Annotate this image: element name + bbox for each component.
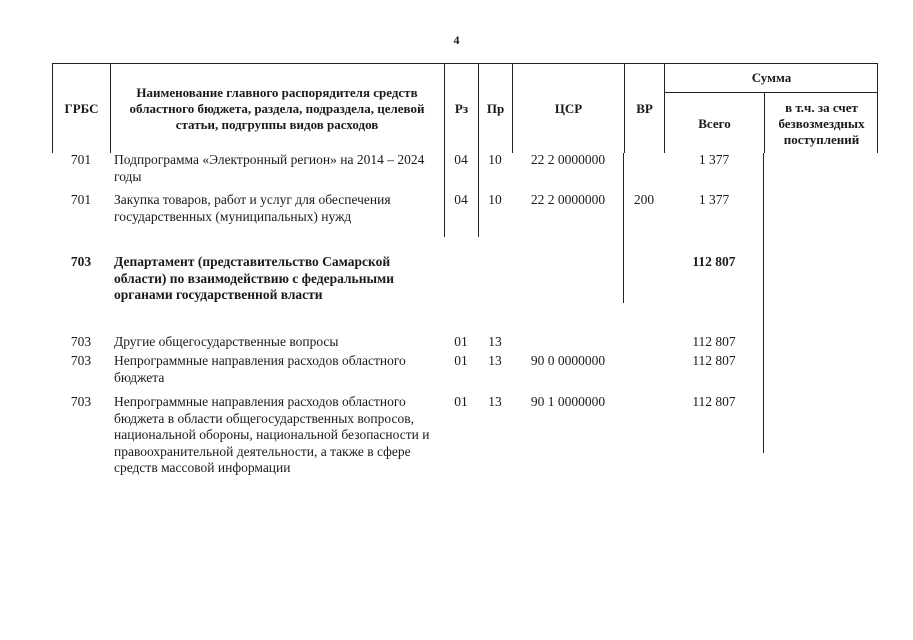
cell-pr: 13: [488, 394, 502, 409]
cell-csr: 90 1 0000000: [530, 394, 606, 409]
cell-csr: 90 0 0000000: [530, 353, 606, 368]
cell-rz: 01: [454, 334, 468, 349]
cell-grbs: 703: [70, 254, 92, 269]
page-number: 4: [453, 33, 460, 47]
cell-vr: 200: [633, 192, 655, 207]
cell-pr: 13: [488, 334, 502, 349]
cell-rz: 04: [454, 192, 468, 207]
cell-name: Непрограммные направления расходов областного бюджета в области общегосударственных вопросов, национальной обороны, национальной безопасности и правоохранительной деятельности, а также в сфере средств массовой информации: [114, 394, 430, 475]
cell-total: 112 807: [692, 394, 736, 409]
cell-rz: 01: [454, 394, 468, 409]
table-header: [52, 63, 878, 153]
cell-name: Департамент (представительство Самарской области) по взаимодействию с федеральными органами государственной власти: [114, 254, 394, 302]
column-separator: [623, 153, 624, 303]
cell-csr: 22 2 0000000: [530, 152, 606, 167]
cell-grbs: 701: [70, 152, 92, 167]
header-grbs: ГРБС: [64, 101, 99, 116]
cell-grbs: 701: [70, 192, 92, 207]
header-vr: ВР: [636, 101, 653, 116]
header-gratuitous: в т.ч. за счет безвозмездных поступлений: [778, 99, 865, 147]
header-total: Всего: [698, 115, 731, 131]
header-rz: Рз: [454, 101, 469, 116]
cell-pr: 10: [488, 192, 502, 207]
header-sum: Сумма: [751, 70, 792, 85]
cell-total: 112 807: [692, 254, 736, 269]
cell-total: 1 377: [698, 152, 730, 167]
cell-name: Закупка товаров, работ и услуг для обеспечения государственных (муниципальных) нужд: [114, 192, 391, 224]
cell-name: Подпрограмма «Электронный регион» на 2014 – 2024 годы: [114, 152, 425, 184]
cell-total: 112 807: [692, 353, 736, 368]
cell-grbs: 703: [70, 394, 92, 409]
cell-grbs: 703: [70, 334, 92, 349]
cell-pr: 10: [488, 152, 502, 167]
header-pr: Пр: [486, 101, 505, 116]
cell-total: 112 807: [692, 334, 736, 349]
cell-total: 1 377: [698, 192, 730, 207]
header-name: Наименование главного распорядителя средств областного бюджета, раздела, подраздела, целевой статьи, подгруппы видов расходов: [129, 85, 425, 132]
cell-pr: 13: [488, 353, 502, 368]
header-csr: ЦСР: [554, 101, 583, 116]
cell-rz: 01: [454, 353, 468, 368]
cell-grbs: 703: [70, 353, 92, 368]
cell-name: Непрограммные направления расходов областного бюджета: [114, 353, 406, 385]
cell-rz: 04: [454, 152, 468, 167]
cell-csr: 22 2 0000000: [530, 192, 606, 207]
cell-name: Другие общегосударственные вопросы: [114, 334, 339, 349]
